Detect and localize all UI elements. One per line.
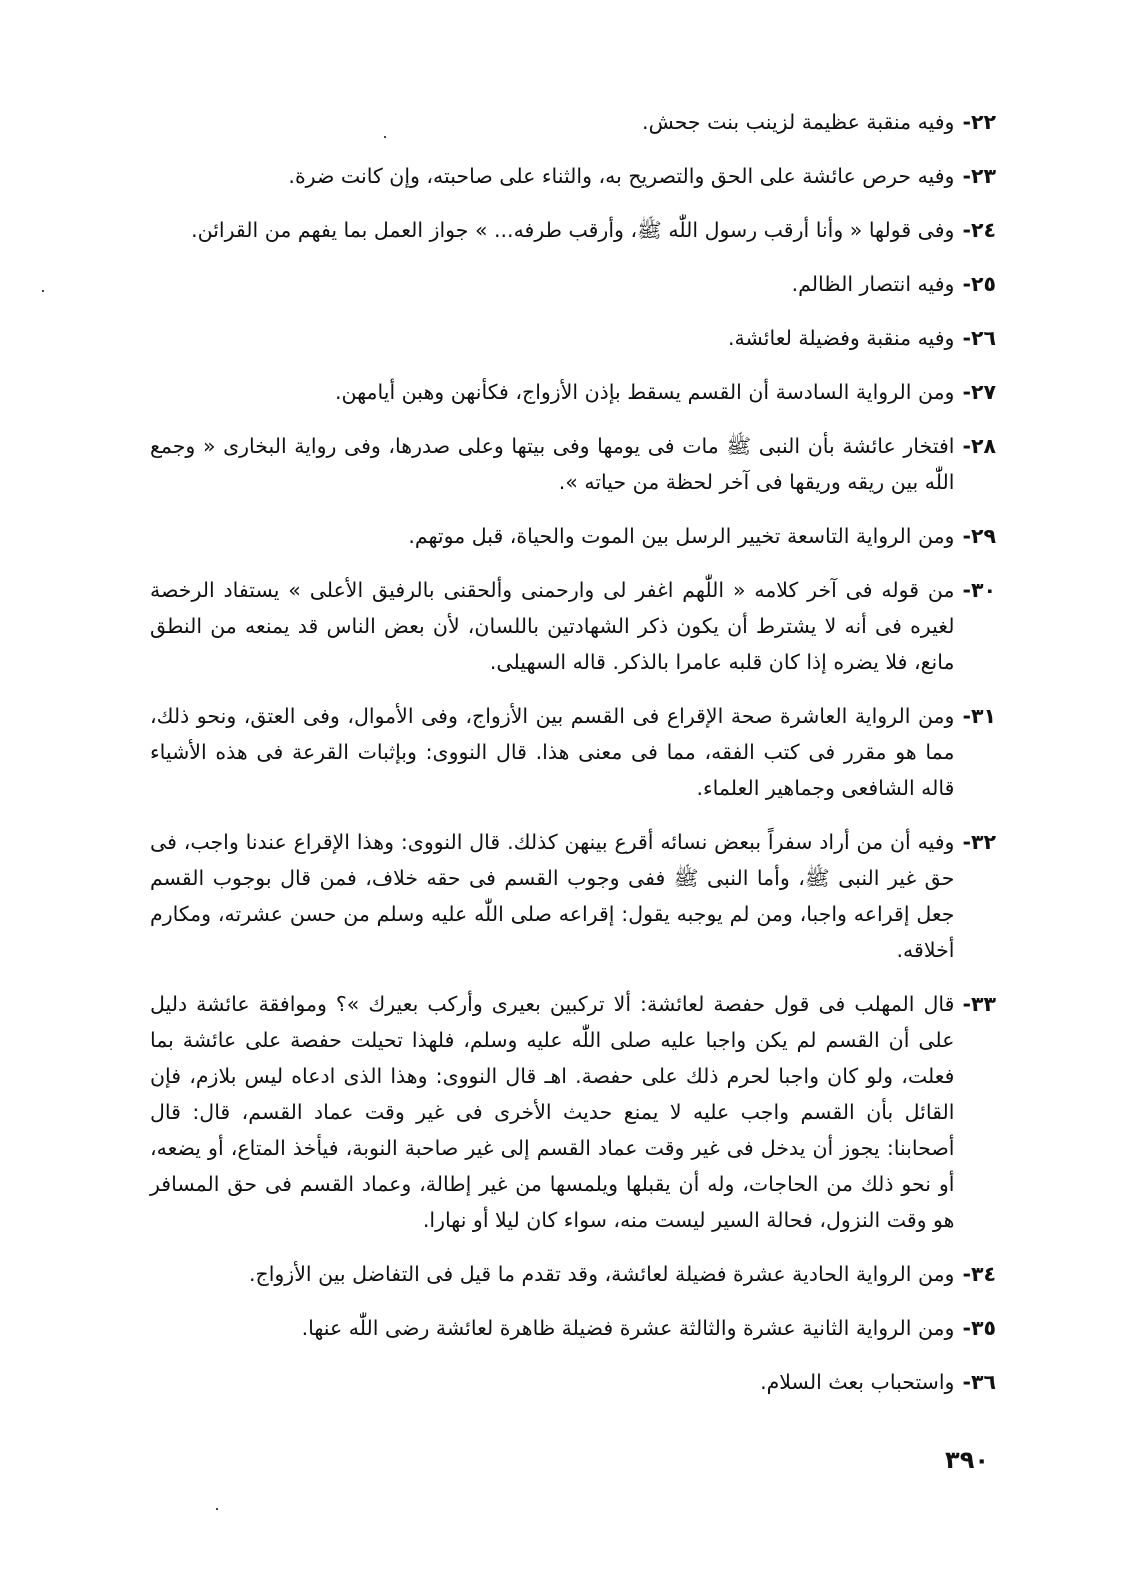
numbered-list — [150, 104, 996, 1418]
item-number: ٢٧- — [962, 380, 996, 404]
list-item — [150, 320, 996, 356]
item-number: ٣٥- — [962, 1316, 996, 1340]
item-number: ٢٤- — [962, 218, 996, 242]
item-number: ٢٢- — [962, 110, 996, 134]
item-text: وفيه انتصار الظالم. — [791, 272, 955, 296]
list-item — [150, 266, 996, 302]
item-number: ٣٣- — [962, 992, 996, 1016]
item-number: ٣٢- — [962, 830, 996, 854]
list-item — [150, 1364, 996, 1400]
item-text: واستحباب بعث السلام. — [760, 1370, 955, 1394]
page-number: ٣٩٠ — [945, 1446, 989, 1474]
item-number: ٣٠- — [962, 578, 996, 602]
list-item — [150, 212, 996, 248]
item-number: ٣١- — [962, 704, 996, 728]
item-number: ٢٩- — [962, 524, 996, 548]
item-text: وفى قولها « وأنا أرقب رسول اللّٰه ﷺ، وأرقب طرفه... » جواز العمل بما يفهم من القرائن. — [191, 218, 955, 242]
item-number: ٣٤- — [962, 1262, 996, 1286]
scan-mark — [42, 290, 44, 292]
list-item — [150, 572, 996, 680]
item-text: من قوله فى آخر كلامه « اللّٰهم اغفر لى وارحمنى وألحقنى بالرفيق الأعلى » يستفاد الرخصة لغيره فى أنه لا يشترط أن يكون ذكر الشهادتين باللسان، لأن بعض الناس قد يمنعه من النطق مانع، فلا يضره إذا كان قلبه عامرا بالذكر. قاله السهيلى. — [150, 578, 955, 674]
item-text: وفيه حرص عائشة على الحق والتصريح به، والثناء على صاحبته، وإن كانت ضرة. — [288, 164, 955, 188]
list-item — [150, 518, 996, 554]
item-number: ٣٦- — [962, 1370, 996, 1394]
list-item — [150, 986, 996, 1238]
item-text: ومن الرواية التاسعة تخيير الرسل بين الموت والحياة، قبل موتهم. — [408, 524, 955, 548]
item-number: ٢٨- — [962, 434, 996, 458]
item-text: وفيه منقبة وفضيلة لعائشة. — [727, 326, 955, 350]
list-item — [150, 824, 996, 968]
list-item — [150, 698, 996, 806]
item-text: وفيه أن من أراد سفراً ببعض نسائه أقرع بينهن كذلك. قال النووى: وهذا الإقراع عندنا واجب، فى حق غير النبى ﷺ، وأما النبى ﷺ ففى وجوب القسم فى حقه خلاف، فمن قال بوجوب القسم جعل إقراعه واجبا، ومن لم يوجبه يقول: إقراعه صلى اللّٰه عليه وسلم من حسن عشرته، ومكارم أخلاقه. — [150, 830, 955, 962]
item-text: افتخار عائشة بأن النبى ﷺ مات فى يومها وفى بيتها وعلى صدرها، وفى رواية البخارى « وجمع اللّٰه بين ريقه وريقها فى آخر لحظة من حياته ». — [150, 434, 955, 494]
list-item — [150, 374, 996, 410]
item-number: ٢٥- — [962, 272, 996, 296]
item-number: ٢٣- — [962, 164, 996, 188]
item-text: وفيه منقبة عظيمة لزينب بنت جحش. — [642, 110, 955, 134]
item-text: ومن الرواية العاشرة صحة الإقراع فى القسم بين الأزواج، وفى الأموال، وفى العتق، ونحو ذلك، مما هو مقرر فى كتب الفقه، مما فى معنى هذا. قال النووى: وبإثبات القرعة فى هذه الأشياء قاله الشافعى وجماهير العلماء. — [150, 704, 955, 800]
list-item — [150, 104, 996, 140]
item-text: قال المهلب فى قول حفصة لعائشة: ألا تركبين بعيرى وأركب بعيرك »؟ وموافقة عائشة دليل على أن القسم لم يكن واجبا عليه صلى اللّٰه عليه وسلم، فلهذا تحيلت حفصة على عائشة بما فعلت، ولو كان واجبا لحرم ذلك على حفصة. اهـ قال النووى: وهذا الذى ادعاه ليس بلازم، فإن القائل بأن القسم واجب عليه لا يمنع حديث الأخرى فى غير وقت عماد القسم، قال: قال أصحابنا: يجوز أن يدخل فى غير وقت عماد القسم إلى غير صاحبة النوبة، فيأخذ المتاع، أو يضعه، أو نحو ذلك من الحاجات، وله أن يقبلها ويلمسها من غير إطالة، وعماد القسم فى حق المسافر هو وقت النزول، فحالة السير ليست منه، سواء كان ليلا أو نهارا. — [150, 992, 955, 1232]
item-text: ومن الرواية الثانية عشرة والثالثة عشرة فضيلة ظاهرة لعائشة رضى اللّٰه عنها. — [301, 1316, 955, 1340]
list-item — [150, 428, 996, 500]
list-item — [150, 158, 996, 194]
item-text: ومن الرواية السادسة أن القسم يسقط بإذن الأزواج، فكأنهن وهبن أيامهن. — [334, 380, 955, 404]
list-item — [150, 1310, 996, 1346]
item-text: ومن الرواية الحادية عشرة فضيلة لعائشة، وقد تقدم ما قيل فى التفاضل بين الأزواج. — [248, 1262, 955, 1286]
scan-mark — [216, 1508, 218, 1510]
list-item — [150, 1256, 996, 1292]
item-number: ٢٦- — [962, 326, 996, 350]
